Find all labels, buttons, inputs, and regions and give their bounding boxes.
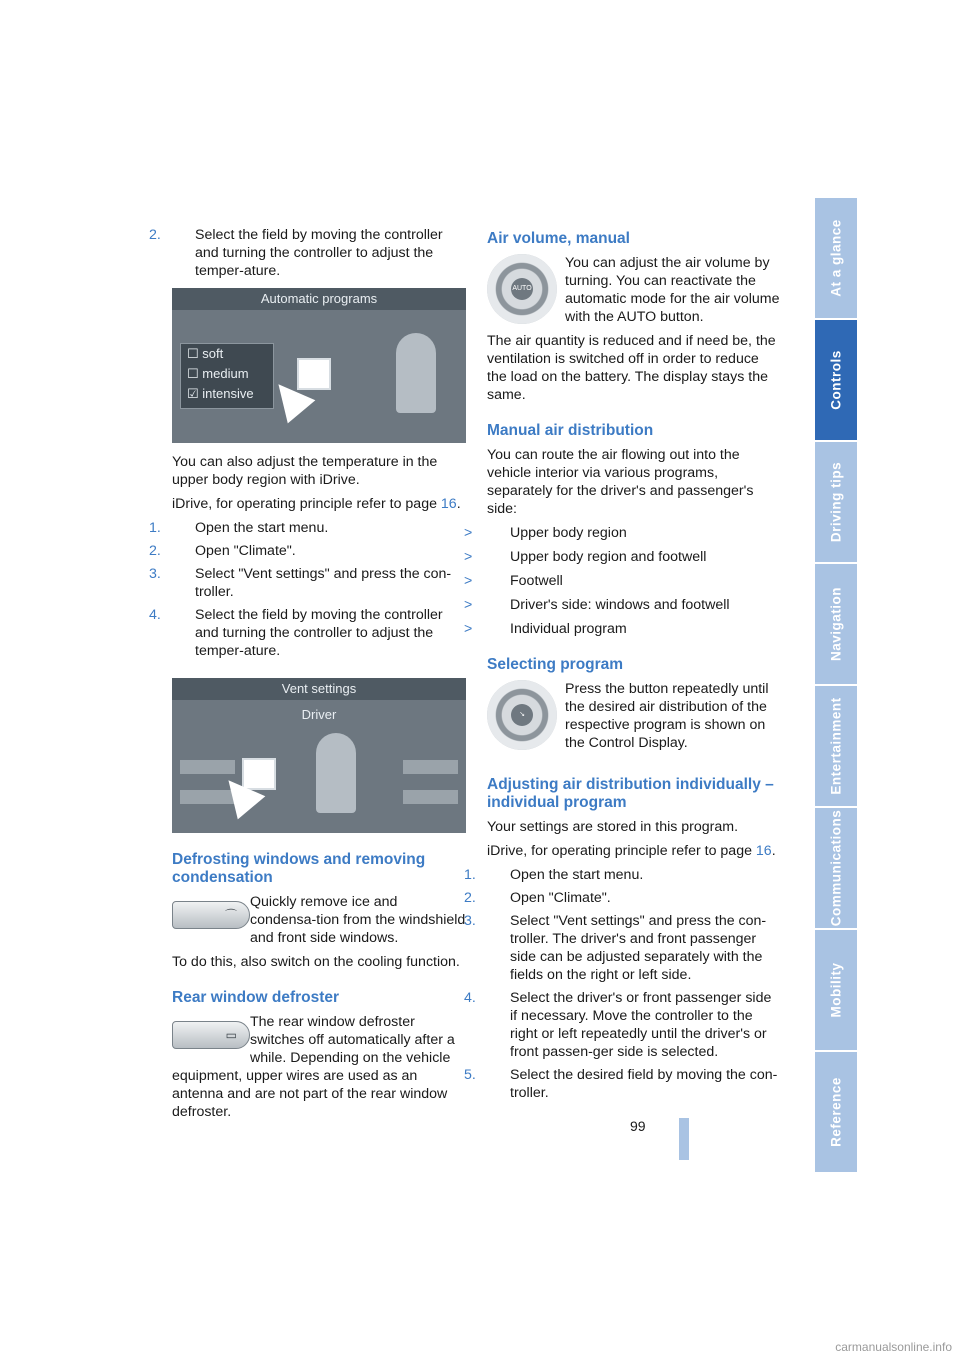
tab-communications[interactable]: Communications [815, 808, 857, 930]
step-number: 2. [149, 227, 161, 243]
step-2: 2. Open "Climate". [464, 890, 611, 906]
program-options [180, 343, 274, 409]
vent-settings-screenshot [172, 678, 466, 833]
footer-watermark: carmanualsonline.info [835, 1340, 952, 1354]
heading-manual-air-distribution: Manual air distribution [487, 422, 654, 439]
list-item: > Upper body region [464, 525, 627, 541]
option-soft: ☐ soft [187, 346, 224, 361]
defrost-text-2: To do this, also switch on the cooling function. [172, 954, 460, 970]
air-distribution-button-icon: ↘ [487, 680, 557, 754]
heading-defrost: Defrosting windows and removing condensation [172, 851, 426, 886]
tab-reference[interactable]: Reference [815, 1052, 857, 1174]
heading-air-volume: Air volume, manual [487, 230, 630, 247]
page-number: 99 [630, 1118, 646, 1134]
page-link[interactable]: 16 [755, 843, 772, 859]
vent-right-upper [403, 760, 458, 774]
seat-icon [396, 333, 436, 413]
list-item: > Driver's side: windows and footwell [464, 597, 730, 613]
screen-title: Vent settings [172, 678, 466, 700]
step-1: 1. Open the start menu. [464, 867, 644, 883]
page-marker-bar [679, 1118, 689, 1160]
rear-defroster-button-icon: ▭ [172, 1013, 242, 1053]
left-column [149, 226, 466, 1127]
list-item: > Footwell [464, 573, 563, 589]
screen-title: Automatic programs [172, 288, 466, 310]
step-2: 2. Open "Climate". [149, 543, 296, 559]
heading-rear-defroster: Rear window defroster [172, 989, 340, 1006]
list-item: > Individual program [464, 621, 627, 637]
tab-driving-tips[interactable]: Driving tips [815, 442, 857, 564]
screen-subtitle: Driver [301, 707, 337, 722]
distribution-text: You can route the air flowing out into the vehicle interior via various programs, separately for the driver's and passenger's side: [487, 447, 754, 517]
vent-left-upper [180, 760, 235, 774]
step-text: Select the field by moving the controller and turning the controller to adjust the temper-ature. [195, 227, 443, 279]
step-3: 3. Select "Vent settings" and press the con-troller. The driver's and front passenger side can be adjusted separately with the fields on the right or left side. [464, 913, 767, 983]
step-4: 4. Select the driver's or front passenger side if necessary. Move the controller to the right or left repeatedly until the driver's or front passen-ger side is selected. [464, 990, 772, 1060]
right-column [464, 230, 781, 1107]
tab-controls[interactable]: Controls [815, 320, 857, 442]
page-reference: iDrive, for operating principle refer to page 16. [487, 843, 776, 859]
tab-at-a-glance[interactable]: At a glance [815, 198, 857, 320]
selecting-program-text: Press the button repeatedly until the desired air distribution of the respective program is shown on the Control Display. [565, 681, 769, 751]
rear-defroster-text: The rear window defroster switches off automatically after a while. Depending on the vehicle equipment, upper wires are used as an antenna and are not part of the rear window defroster. [172, 1014, 455, 1120]
tab-mobility[interactable]: Mobility [815, 930, 857, 1052]
heading-individual-program: Adjusting air distribution individually – individual program [487, 776, 774, 811]
vent-right-lower [403, 790, 458, 804]
tab-entertainment[interactable]: Entertainment [815, 686, 857, 808]
page-reference: iDrive, for operating principle refer to page 16. [172, 496, 461, 512]
automatic-programs-screenshot [172, 288, 466, 443]
defrost-button-icon: ⌒ [172, 893, 242, 933]
chapter-tabs [815, 198, 857, 1174]
step-4: 4. Select the field by moving the controller and turning the controller to adjust the temper-ature. [149, 607, 443, 659]
air-volume-text: You can adjust the air volume by turning. You can reactivate the automatic mode for the air volume with the AUTO button. [565, 255, 780, 325]
step-3: 3. Select "Vent settings" and press the con-troller. [149, 566, 452, 600]
option-medium: ☐ medium [187, 366, 249, 381]
list-item: > Upper body region and footwell [464, 549, 707, 565]
paragraph: You can also adjust the temperature in the upper body region with iDrive. [172, 454, 438, 488]
heading-selecting-program: Selecting program [487, 656, 624, 673]
seat-icon [316, 733, 356, 813]
tab-navigation[interactable]: Navigation [815, 564, 857, 686]
option-intensive: ☑ intensive [187, 386, 254, 401]
air-volume-text-2: The air quantity is reduced and if need be, the ventilation is switched off in order to reduce the load on the battery. The display stays the same. [487, 333, 776, 403]
step-1: 1. Open the start menu. [149, 520, 329, 536]
defrost-text: Quickly remove ice and condensa-tion from the windshield and front side windows. [250, 894, 466, 946]
step-5: 5. Select the desired field by moving the con-troller. [464, 1067, 778, 1101]
page-link[interactable]: 16 [440, 496, 457, 512]
step-2-top [149, 226, 466, 280]
individual-text: Your settings are stored in this program. [487, 819, 739, 835]
air-volume-knob-icon: AUTO [487, 254, 557, 328]
